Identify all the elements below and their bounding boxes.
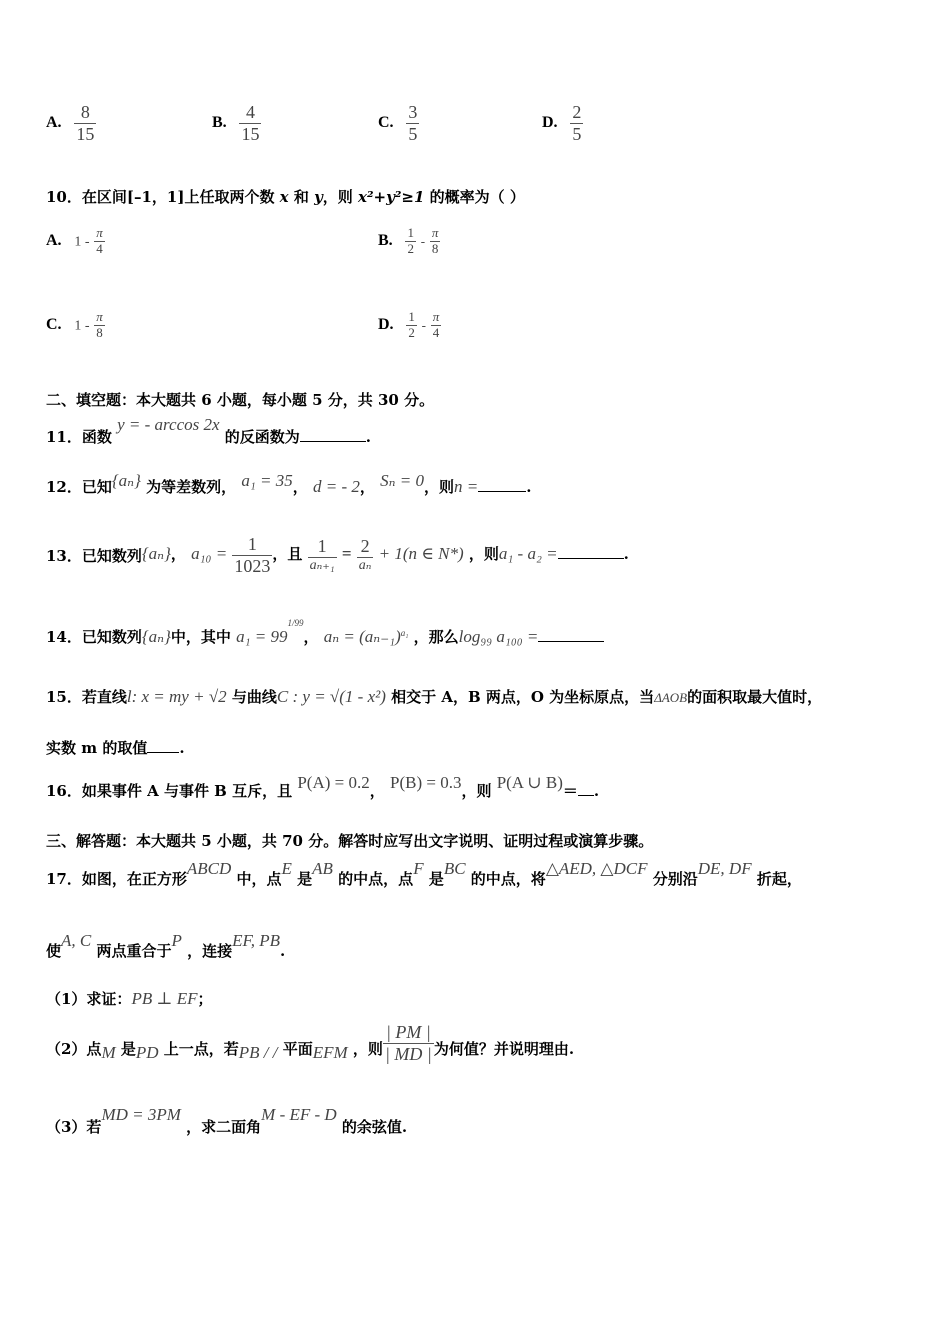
answer-blank (538, 629, 604, 642)
q9-option-c: C. $\frac{3}{5}$ (378, 102, 418, 144)
q12: 12．已知{aₙ} 为等差数列， a₁ = 35， d = - 2， Sₙ = 0，则n = . (46, 471, 532, 496)
q17-part1: （1）求证：PB ⊥ EF； (46, 989, 213, 1008)
q13: 13．已知数列{aₙ}， a₁₀ = $\frac{1}{1023}$ ，且 $\frac{1}{\text{aₙ₊₁}}$ = $\frac{2}{\text{aₙ}}$ + 1(n ∈ N*) ，则a₁ - a₂ = . (46, 534, 629, 576)
q11: 11．函数 y = - arccos 2x 的反函数为 . (46, 415, 372, 446)
q10-stem: 10．在区间[–1，1]上任取两个数 x 和 y，则 x²+y²≥1 的概率为（ ） (46, 188, 525, 206)
answer-blank (558, 546, 624, 559)
q15-line2: 实数 m 的取值 . (46, 739, 185, 757)
q17-part3: （3）若MD = 3PM ，求二面角M - EF - D 的余弦值. (46, 1105, 408, 1136)
section-2-heading: 二、填空题：本大题共 6 小题，每小题 5 分，共 30 分。 (46, 391, 435, 409)
q17-line2: 使A, C 两点重合于P ，连接EF, PB. (46, 931, 286, 960)
fraction: $\frac{2}{5}$ (572, 102, 582, 144)
q17-line1: 17．如图，在正方形ABCD 中，点E 是AB 的中点，点F 是BC 的中点，将△AED, △DCF 分别沿DE, DF 折起， (46, 859, 802, 888)
q9-option-d: D. $\frac{2}{5}$ (542, 102, 582, 144)
q9-option-a: A. $\frac{8}{15}$ (46, 102, 95, 144)
section-3-heading: 三、解答题：本大题共 5 小题，共 70 分。解答时应写出文字说明、证明过程或演算步骤。 (46, 832, 654, 850)
answer-blank (300, 429, 366, 442)
fraction: $\frac{4}{15}$ (241, 102, 260, 144)
q14: 14．已知数列{aₙ}中，其中 $a_1 = 99^{1/99}$， $a_n = (a_{n-1})^{a_1}$ ，那么log₉₉ a₁₀₀ = (46, 626, 604, 647)
answer-blank (147, 740, 179, 753)
q17-part2: （2）点M 是PD 上一点，若PB / / 平面EFM ，则 $\frac{| PM |}{| MD |}$ 为何值？并说明理由. (46, 1022, 575, 1064)
q10-option-d: D. $\frac{1}{2}$ - $\frac{\pi}{4}$ (378, 309, 440, 340)
answer-blank (578, 783, 594, 796)
q10-option-a: A. 1 - $\frac{\pi}{4}$ (46, 225, 103, 256)
q10-option-c: C. 1 - $\frac{\pi}{8}$ (46, 309, 103, 340)
q15: 15．若直线l: x = my + √2 与曲线C : y = √(1 - x²) 相交于 A，B 两点，O 为坐标原点，当ΔAOB的面积取最大值时， (46, 687, 823, 706)
fraction: $\frac{3}{5}$ (408, 102, 418, 144)
answer-blank (478, 479, 526, 492)
q10-option-b: B. $\frac{1}{2}$ - $\frac{\pi}{8}$ (378, 225, 439, 256)
q9-option-b: B. $\frac{4}{15}$ (212, 102, 260, 144)
fraction: $\frac{8}{15}$ (76, 102, 95, 144)
q16: 16．如果事件 A 与事件 B 互斥，且 P(A) = 0.2， P(B) = 0.3，则 P(A ∪ B)＝ . (46, 773, 600, 800)
